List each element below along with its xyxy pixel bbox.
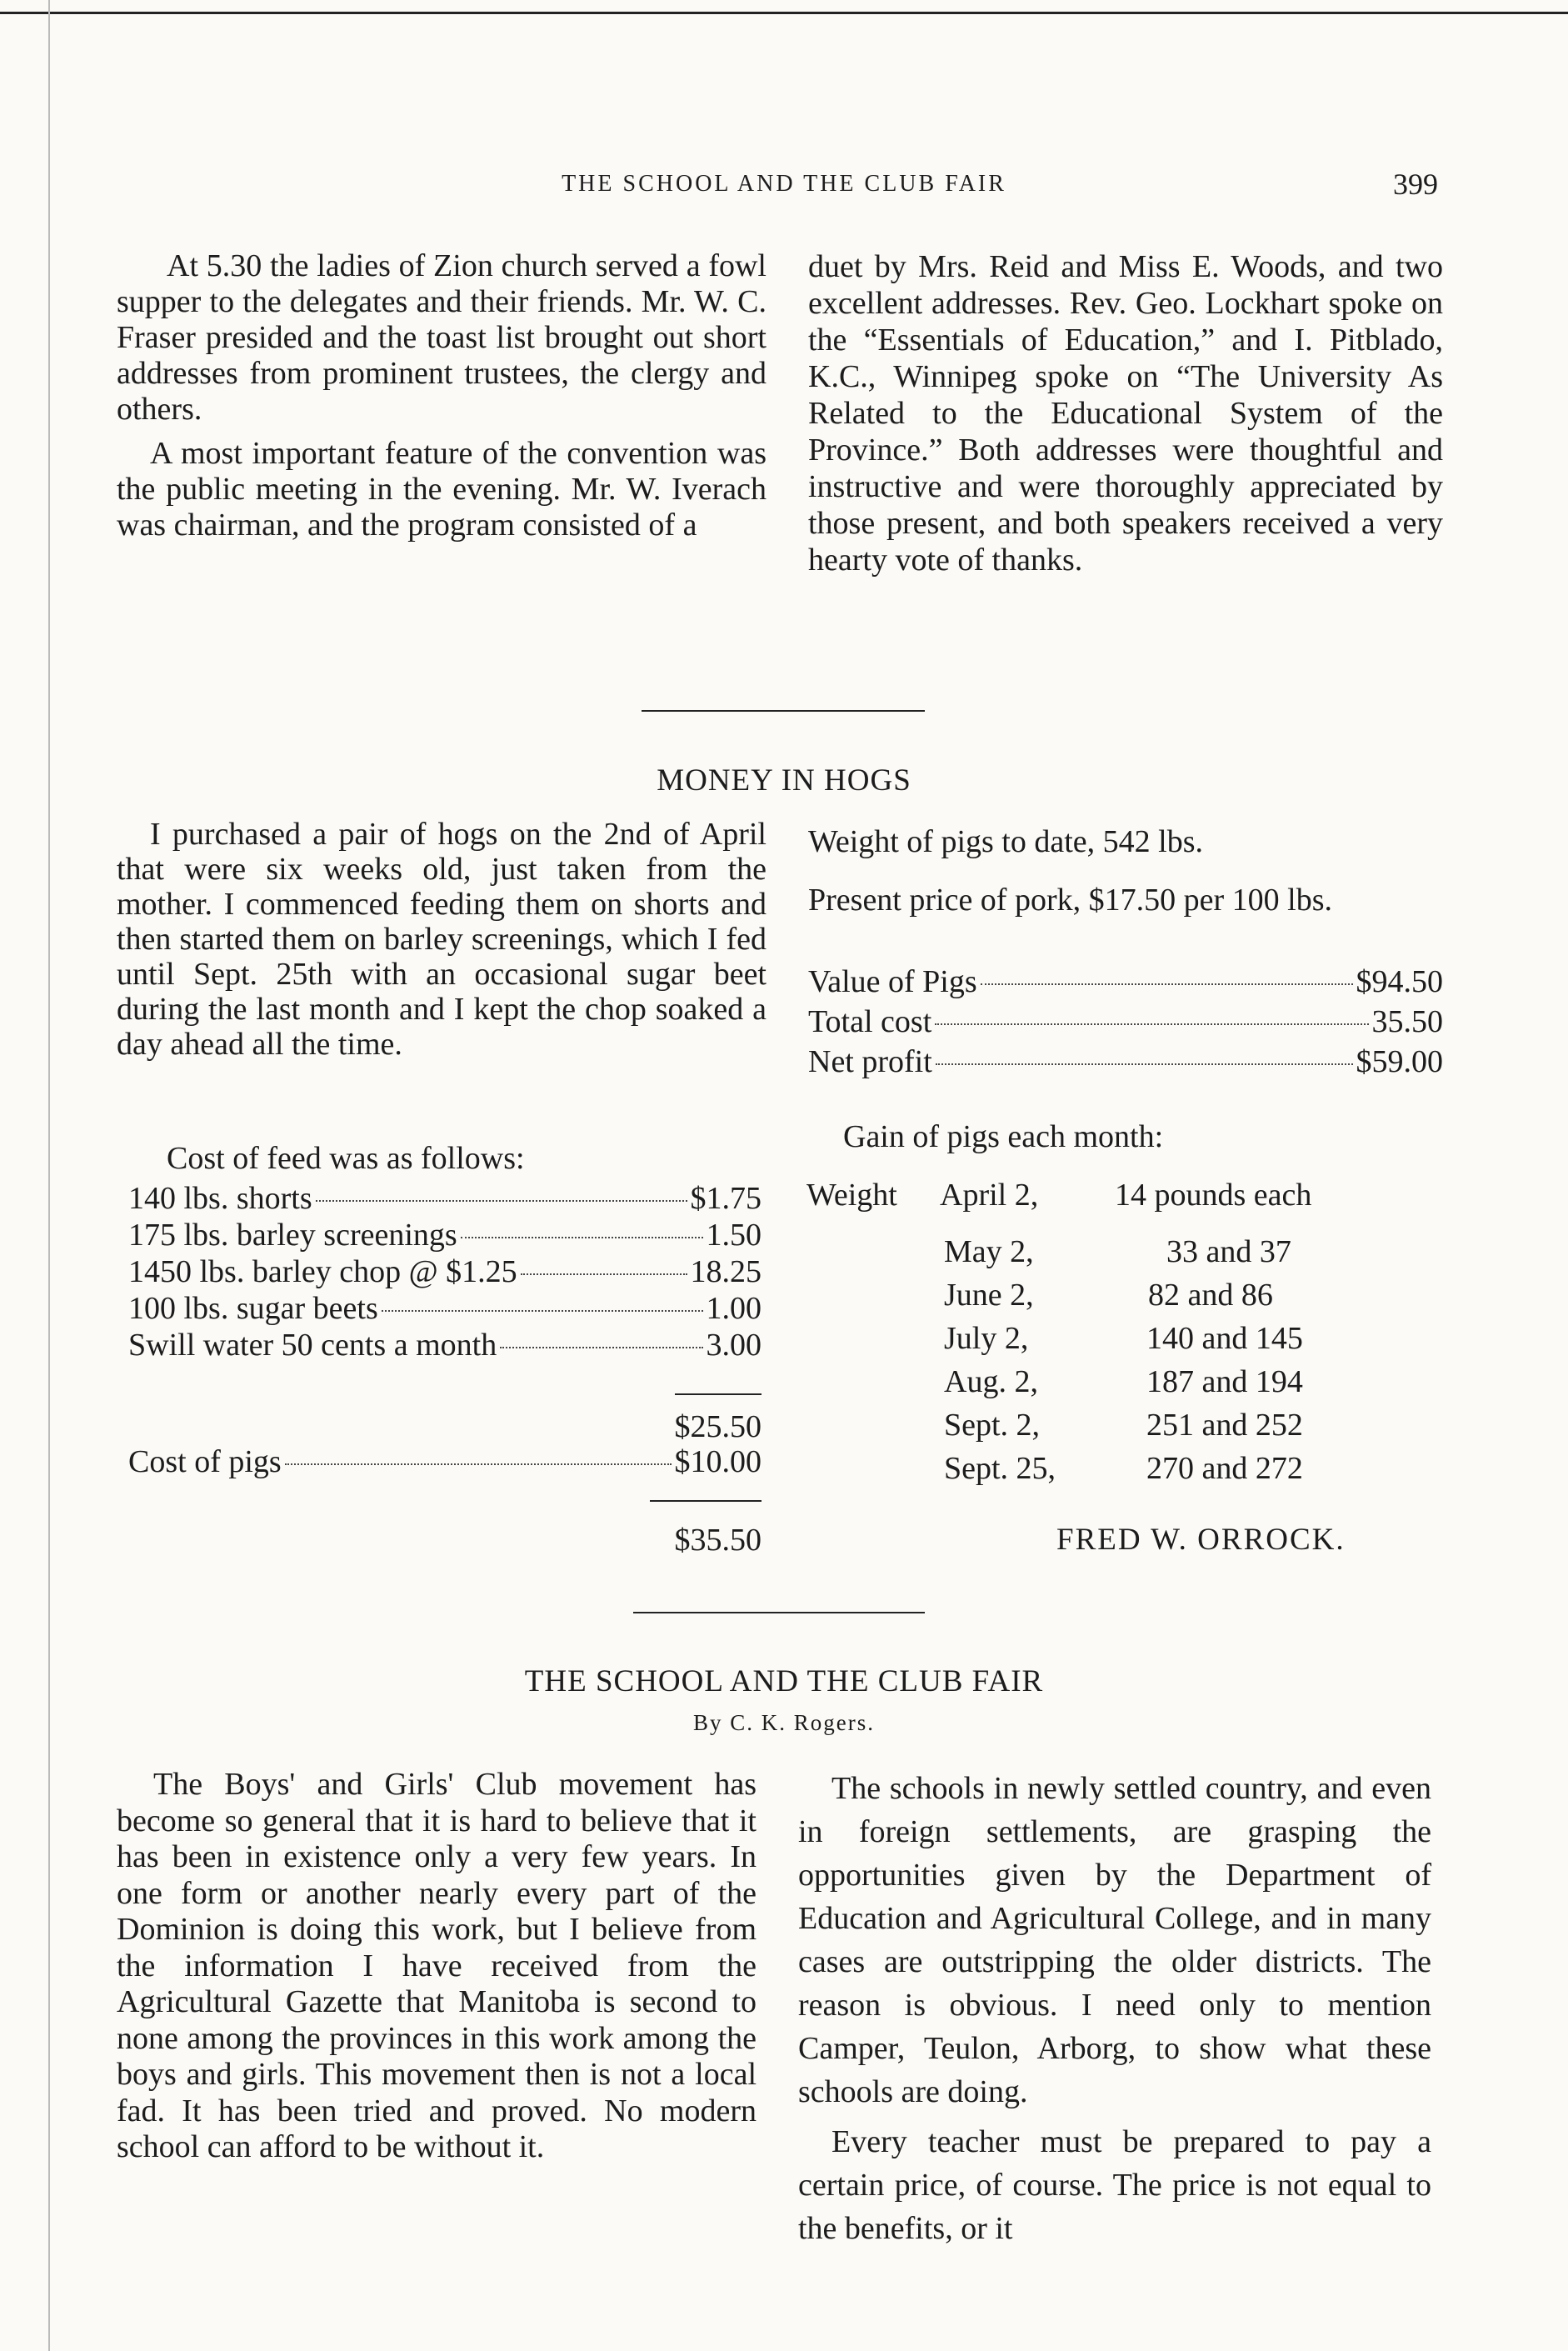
- gain-date: July 2,: [944, 1321, 1029, 1356]
- gain-date: May 2,: [944, 1234, 1034, 1269]
- club-fair-title: THE SCHOOL AND THE CLUB FAIR: [524, 1664, 1044, 1698]
- gain-weights: 33 and 37: [1166, 1234, 1291, 1269]
- leader-dots: [461, 1237, 703, 1238]
- top-border-rule: [0, 12, 1568, 14]
- feed-amount: 1.50: [706, 1218, 762, 1253]
- pigs-cost-label: Cost of pigs: [128, 1444, 282, 1479]
- gain-weights: 82 and 86: [1148, 1278, 1273, 1313]
- total-rule: [650, 1500, 762, 1502]
- convention-paragraph-1: At 5.30 the ladies of Zion church served a fowl supper to the delegates and their friends. Mr. W. C. Fraser presided and the toast list brought out short addresses from prominent trustees, the clergy and others.: [117, 248, 767, 427]
- gain-weights: 14 pounds each: [1115, 1178, 1312, 1213]
- summary-row: [808, 962, 1443, 1002]
- summary-label: Total cost: [808, 1004, 932, 1039]
- grand-total: $35.50: [674, 1523, 762, 1558]
- money-in-hogs-title: MONEY IN HOGS: [657, 763, 911, 798]
- summary-row: [808, 1042, 1443, 1082]
- leader-dots: [316, 1200, 687, 1202]
- feed-total: $25.50: [674, 1409, 762, 1444]
- leader-dots: [521, 1273, 687, 1275]
- page-number: 399: [1393, 168, 1438, 201]
- club-fair-paragraph-1: The Boys' and Girls' Club movement has become so general that it is hard to believe that it has been in existence only a very few years. In one form or another nearly every part of the Dominion is doing this work, but I believe from the information I have received from the Agricultural Gazette that Manitoba is second to none among the provinces in this work among the boys and girls. This movement then is not a local fad. It has been tried and proved. No modern school can afford to be without it.: [117, 1767, 757, 2164]
- convention-right-column: [808, 248, 1443, 587]
- convention-left-column: [117, 248, 767, 552]
- leader-dots: [500, 1347, 702, 1348]
- gain-date: Sept. 2,: [944, 1408, 1041, 1443]
- section-divider-1: [642, 710, 925, 712]
- leader-dots: [382, 1310, 703, 1312]
- pork-price: [808, 883, 1443, 918]
- cost-intro: Cost of feed was as follows:: [167, 1141, 525, 1176]
- gain-weights: 140 and 145: [1146, 1321, 1303, 1356]
- feed-amount: 18.25: [690, 1254, 762, 1289]
- feed-row: [128, 1217, 762, 1253]
- summary-label: Value of Pigs: [808, 964, 977, 999]
- signature: FRED W. ORROCK.: [1056, 1523, 1346, 1557]
- feed-row: [128, 1180, 762, 1217]
- leader-dots: [981, 983, 1353, 985]
- feed-row: [128, 1253, 762, 1290]
- club-fair-left-column: [117, 1767, 757, 2174]
- convention-paragraph-3: duet by Mrs. Reid and Miss E. Woods, and two excellent addresses. Rev. Geo. Lockhart spoke on the “Essentials of Education,” and I. Pitblado, K.C., Winnipeg spoke on “The University As Related to the Educational System of the Province.” Both addresses were thoughtful and instructive and were thoroughly appreciated by those present, and both speakers received a very hearty vote of thanks.: [808, 249, 1443, 578]
- feed-label: Swill water 50 cents a month: [128, 1328, 497, 1363]
- gain-date: Sept. 25,: [944, 1451, 1056, 1486]
- weight-to-date: Weight of pigs to date, 542 lbs.: [808, 824, 1203, 859]
- convention-paragraph-2: A most important feature of the convention was the public meeting in the evening. Mr. W. Iverach was chairman, and the program consisted of a: [117, 436, 767, 543]
- hogs-paragraph: I purchased a pair of hogs on the 2nd of April that were six weeks old, just taken from the mother. I commenced feeding them on shorts and then started them on barley screenings, which I fed until Sept. 25th with an occasional sugar beet during the last month and I kept the chop soaked a day ahead all the time.: [117, 817, 767, 1062]
- summary-amount: $94.50: [1356, 964, 1443, 999]
- feed-amount: 1.00: [706, 1291, 762, 1326]
- summary-amount: $59.00: [1356, 1044, 1443, 1079]
- feed-row: [128, 1290, 762, 1327]
- gain-table: [806, 1177, 1440, 1510]
- gain-prefix: Weight: [806, 1178, 897, 1213]
- gain-weights: 187 and 194: [1146, 1364, 1303, 1399]
- section-divider-2: [633, 1612, 925, 1613]
- gain-date: Aug. 2,: [944, 1364, 1038, 1399]
- subtotal-rule: [675, 1393, 762, 1395]
- gain-date: June 2,: [944, 1278, 1034, 1313]
- club-fair-paragraph-3: Every teacher must be prepared to pay a certain price, of course. The price is not equal to the benefits, or it: [798, 2124, 1431, 2246]
- gain-intro: Gain of pigs each month:: [843, 1119, 1164, 1154]
- feed-label: 175 lbs. barley screenings: [128, 1218, 457, 1253]
- gain-weights: 270 and 272: [1146, 1451, 1303, 1486]
- summary-amount: 35.50: [1371, 1004, 1443, 1039]
- leader-dots: [935, 1023, 1368, 1025]
- feed-label: 140 lbs. shorts: [128, 1181, 312, 1216]
- pigs-cost-amount: $10.00: [674, 1444, 762, 1479]
- gain-weights: 251 and 252: [1146, 1408, 1303, 1443]
- leader-dots: [936, 1063, 1353, 1065]
- club-fair-byline: By C. K. Rogers.: [692, 1710, 875, 1735]
- gain-date: April 2,: [940, 1178, 1039, 1213]
- club-fair-right-column: [798, 1767, 1431, 2258]
- running-head: THE SCHOOL AND THE CLUB FAIR: [562, 171, 1006, 197]
- feed-label: 100 lbs. sugar beets: [128, 1291, 378, 1326]
- left-margin-rule: [48, 0, 50, 2351]
- pigs-cost-line: [128, 1443, 762, 1480]
- feed-amount: $1.75: [690, 1181, 762, 1216]
- pigs-cost-row: [128, 1443, 762, 1480]
- pork-price-text: Present price of pork, $17.50 per 100 lbs.: [808, 883, 1332, 918]
- summary-row: [808, 1002, 1443, 1042]
- feed-cost-list: [128, 1180, 762, 1363]
- feed-amount: 3.00: [706, 1328, 762, 1363]
- profit-summary: [808, 962, 1443, 1082]
- leader-dots: [285, 1463, 672, 1465]
- club-fair-paragraph-2: The schools in newly settled country, and even in foreign settlements, are grasping the opportunities given by the Department of Education and Agricultural College, and in many cases are outstripping the older districts. The reason is obvious. I need only to mention Camper, Teulon, Arborg, to show what these schools are doing.: [798, 1771, 1431, 2109]
- hogs-left-column: [117, 817, 767, 1065]
- feed-label: 1450 lbs. barley chop @ $1.25: [128, 1254, 517, 1289]
- summary-label: Net profit: [808, 1044, 932, 1079]
- feed-row: [128, 1327, 762, 1363]
